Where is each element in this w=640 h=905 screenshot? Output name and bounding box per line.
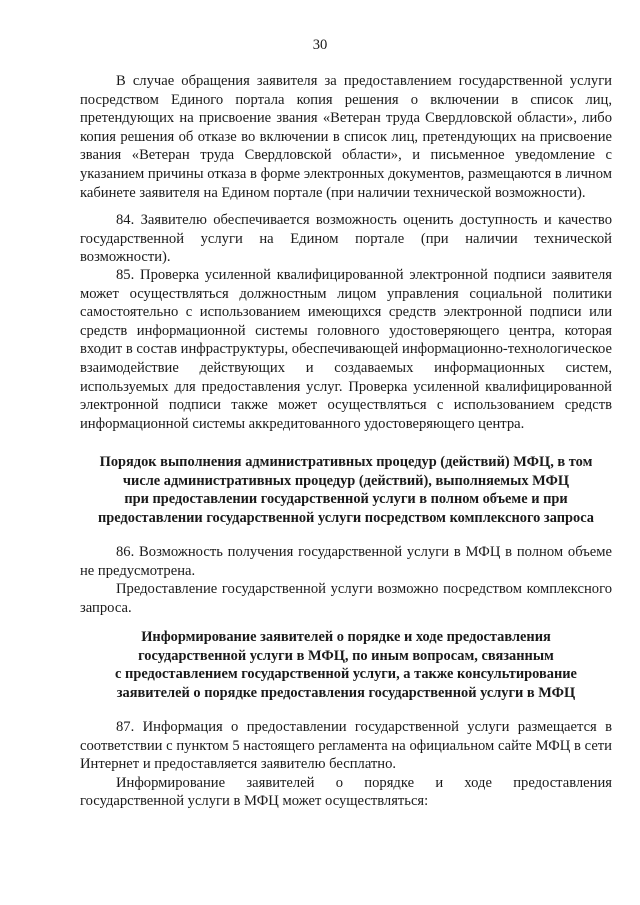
paragraph-text: 84. Заявителю обеспечивается возможность оценить доступность и качество государственной услуги на Едином портале (при наличии технической возможности). [80,212,612,266]
paragraph-text: 85. Проверка усиленной квалифицированной электронной подписи заявителя может осуществляться должностным лицом управления социальной политики самостоятельно с использованием имеющихся средств электронной подписи или средств информационной системы головного удостоверяющего центра, которая входит в состав инфраструктуры, обеспечивающей информационно-технологическое взаимодействие действующих и создаваемых информационных систем, используемых для предоставления услуг. Проверка усиленной квалифицированной электронной подписи также может осуществляться с использованием средств информационной системы аккредитованного удостоверяющего центра. [80,267,612,432]
heading-line: при предоставлении государственной услуги в полном объеме и при [124,491,568,508]
paragraph-84 [80,211,612,267]
paragraph-text: Информирование заявителей о порядке и ходе предоставления государственной услуги в МФЦ может осуществляться: [80,774,612,810]
section-heading-mfc-procedures [80,453,612,527]
paragraph-86 [80,543,612,617]
paragraph-portal-decision [80,72,612,202]
heading-line: Информирование заявителей о порядке и ходе предоставления [141,629,551,645]
paragraph-text: В случае обращения заявителя за предоставлением государственной услуги посредством Единого портала копия решения о включении в список лиц, претендующих на присвоение звания «Ветеран труда Свердловской области», либо копия решения об отказе во включении в список лиц, претендующих на присвоение звания «Ветеран труда Свердловской области», и письменное уведомление с указанием причины отказа в форме электронных документов, размещаются в личном кабинете заявителя на Едином портале (при наличии технической возможности). [80,73,612,201]
paragraph-text: Предоставление государственной услуги возможно посредством комплексного запроса. [80,581,612,616]
paragraph-85 [80,266,612,433]
heading-line: числе административных процедур (действий), выполняемых МФЦ [122,472,570,489]
heading-line: Порядок выполнения административных процедур (действий) МФЦ, в том [99,454,593,470]
page-number: 30 [312,37,328,53]
heading-line: предоставлении государственной услуги посредством комплексного запроса [98,509,594,526]
section-heading-mfc-informing [80,628,612,702]
heading-line: заявителей о порядке предоставления государственной услуги в МФЦ [116,684,576,701]
paragraph-text: 87. Информация о предоставлении государственной услуги размещается в соответствии с пунктом 5 настоящего регламента на официальном сайте МФЦ в сети Интернет и предоставляется заявителю бесплатно. [80,719,612,773]
paragraph-87 [80,718,612,811]
heading-line: с предоставлением государственной услуги, а также консультирование [115,666,577,683]
heading-line: государственной услуги в МФЦ, по иным вопросам, связанным [138,647,554,664]
paragraph-text: 86. Возможность получения государственной услуги в МФЦ в полном объеме не предусмотрена. [80,544,612,579]
